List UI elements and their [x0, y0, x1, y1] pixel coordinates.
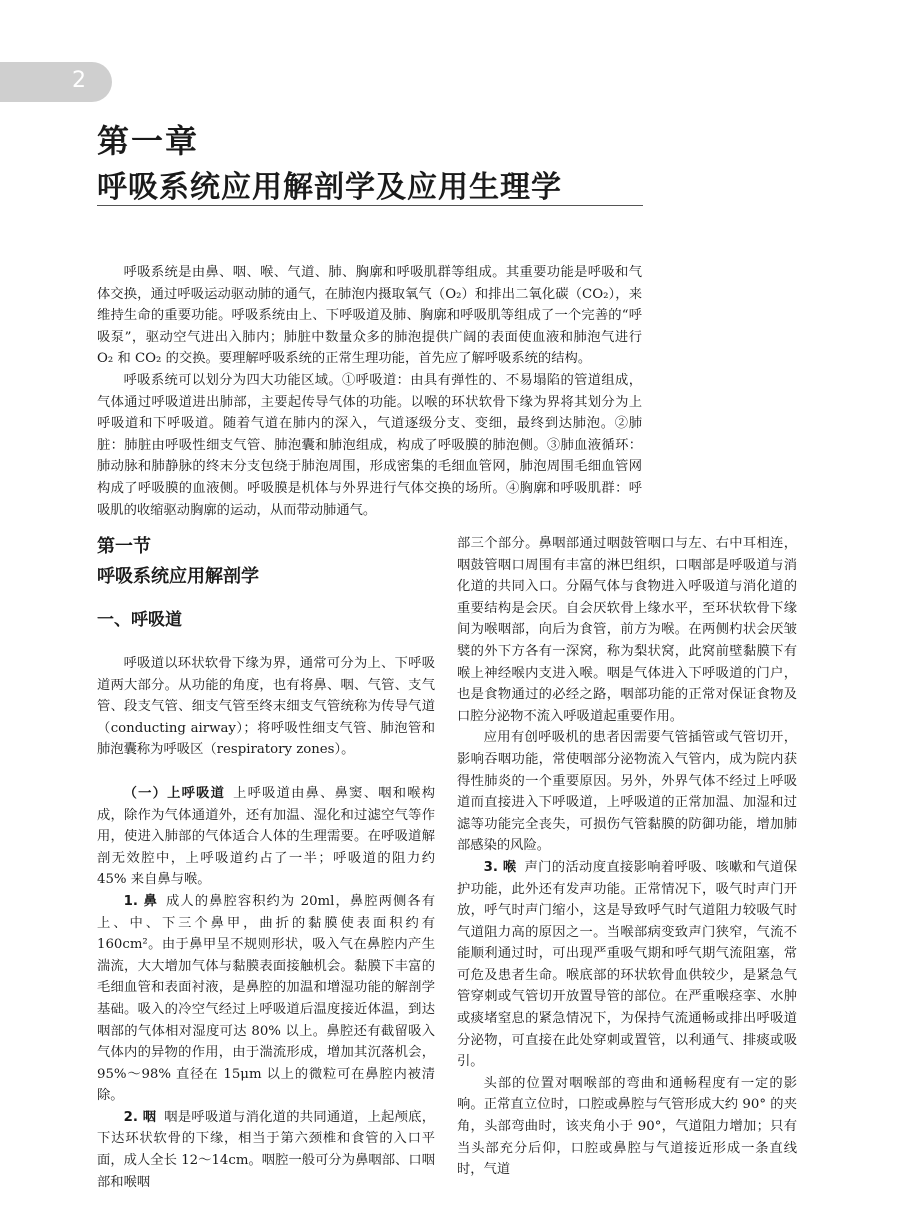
larynx-paragraph [457, 857, 797, 1073]
head-position-paragraph: 头部的位置对咽喉部的弯曲和通畅程度有一定的影响。正常直立位时，口腔或鼻腔与气管形成大约 90° 的夹角，头部弯曲时，该夹角小于 90°，气道阻力增加；只有当头部充分后仰，口腔或鼻腔与气道接近形成一条直线时，气道 [457, 1075, 797, 1178]
chapter-label: 第一章 [97, 122, 200, 160]
larynx-text: 声门的活动度直接影响着呼吸、咳嗽和气道保护功能，此外还有发声功能。正常情况下，吸气时声门开放，呼气时声门缩小，这是导致呼气时气道阻力较吸气时气道阻力高的原因之一。当喉部病变致声门狭窄，气流不能顺利通过时，可出现严重吸气期和呼气期气流阻塞，常可危及患者生命。喉底部的环状软骨血供较少，是紧急气管穿刺或气管切开放置导管的部位。在严重喉痉挛、水肿或痰堵窒息的紧急情况下，为保持气流通畅或排出呼吸道分泌物，可直接在此处穿刺或置管，以利通气、排痰或吸引。 [457, 859, 797, 1070]
section-title: 呼吸系统应用解剖学 [97, 566, 259, 587]
chapter-divider [97, 205, 643, 206]
section-label: 第一节 [97, 536, 151, 557]
ventilator-paragraph: 应用有创呼吸机的患者因需要气管插管或气管切开，影响吞咽功能，常使咽部分泌物流入气管内，成为院内获得性肺炎的一个重要原因。另外，外界气体不经过上呼吸道而直接进入下呼吸道，上呼吸道的正常加温、加湿和过滤等功能完全丧失，可损伤气管黏膜的防御功能，增加肺部感染的风险。 [457, 730, 797, 854]
upper-airway-paragraph [97, 783, 435, 891]
pharynx-paragraph [97, 1107, 435, 1193]
nose-heading: 1. 鼻 [123, 893, 158, 909]
intro-paragraph: 呼吸系统是由鼻、咽、喉、气道、肺、胸廓和呼吸肌群等组成。其重要功能是呼吸和气体交换，通过呼吸运动驱动肺的通气，在肺泡内摄取氧气（O₂）和排出二氧化碳（CO₂），来维持生命的重要功能。呼吸系统由上、下呼吸道及肺、胸廓和呼吸肌等组成了一个完善的“呼吸泵”，驱动空气进出入肺内；肺脏中数量众多的肺泡提供广阔的表面使血液和肺泡气进行 O₂ 和 CO₂ 的交换。要理解呼吸系统的正常生理功能，首先应了解呼吸系统的结构。 [97, 265, 642, 367]
page-number-tab [0, 62, 112, 102]
page-number: 2 [72, 68, 86, 93]
chapter-intro [97, 262, 642, 521]
chapter-title: 呼吸系统应用解剖学及应用生理学 [97, 170, 562, 205]
pharynx-heading: 2. 咽 [123, 1109, 157, 1125]
left-column [97, 534, 435, 1193]
nose-paragraph [97, 891, 435, 1107]
right-column [457, 533, 797, 1181]
respiratory-tract-paragraph: 呼吸道以环状软骨下缘为界，通常可分为上、下呼吸道两大部分。从功能的角度，也有将鼻、咽、气管、支气管、段支气管、细支气管至终末细支气管统称为传导气道（conducting airway）；将呼吸性细支气管、肺泡管和肺泡囊称为呼吸区（respiratory zones）。 [97, 656, 435, 758]
upper-airway-text: 上呼吸道由鼻、鼻窦、咽和喉构成，除作为气体通道外，还有加温、湿化和过滤空气等作用，使进入肺部的气体适合人体的生理需要。在呼吸道解剖无效腔中，上呼吸道约占了一半；呼吸道的阻力约 45% 来自鼻与喉。 [97, 785, 436, 888]
pharynx-text: 咽是呼吸道与消化道的共同通道，上起颅底，下达环状软骨的下缘，相当于第六颈椎和食管的入口平面，成人全长 12～14cm。咽腔一般可分为鼻咽部、口咽部和喉咽 [97, 1109, 435, 1190]
intro-paragraph: 呼吸系统可以划分为四大功能区域。①呼吸道：由具有弹性的、不易塌陷的管道组成，气体通过呼吸道进出肺部，主要起传导气体的功能。以喉的环状软骨下缘为界将其划分为上呼吸道和下呼吸道。随着气道在肺内的深入，气道逐级分支、变细，最终到达肺泡。②肺脏：肺脏由呼吸性细支气管、肺泡囊和肺泡组成，构成了呼吸膜的肺泡侧。③肺血液循环：肺动脉和肺静脉的终末分支包绕于肺泡周围，形成密集的毛细血管网，肺泡周围毛细血管网构成了呼吸膜的血液侧。呼吸膜是机体与外界进行气体交换的场所。④胸廓和呼吸肌群：呼吸肌的收缩驱动胸廓的运动，从而带动肺通气。 [97, 372, 642, 518]
upper-airway-heading: （一）上呼吸道 [123, 785, 226, 801]
pharynx-continued-paragraph: 部三个部分。鼻咽部通过咽鼓管咽口与左、右中耳相连，咽鼓管咽口周围有丰富的淋巴组织，口咽部是呼吸道与消化道的共同入口。分隔气体与食物进入呼吸道与消化道的重要结构是会厌。自会厌软骨上缘水平，至环状软骨下缘间为喉咽部，向后为食管，前方为喉。在两侧杓状会厌皱襞的外下方各有一深窝，称为梨状窝，此窝前壁黏膜下有喉上神经喉内支进入喉。咽是气体进入下呼吸道的门户，也是食物通过的必经之路，咽部功能的正常对保证食物及口腔分泌物不流入呼吸道起重要作用。 [457, 536, 797, 724]
nose-text: 成人的鼻腔容积约为 20ml，鼻腔两侧各有上、中、下三个鼻甲，曲折的黏膜使表面积约有 160cm²。由于鼻甲呈不规则形状，吸入气在鼻腔内产生湍流，大大增加气体与黏膜表面接触机会。黏膜下丰富的毛细血管和表面衬液，是鼻腔的加温和增湿功能的解剖学基础。吸入的冷空气经过上呼吸道后温度接近体温，到达咽部的气体相对湿度可达 80% 以上。鼻腔还有截留吸入气体内的异物的作用，由于湍流形成，增加其沉落机会，95%～98% 直径在 15μm 以上的微粒可在鼻腔内被清除。 [97, 893, 435, 1104]
subsection-title: 一、呼吸道 [97, 610, 182, 630]
larynx-heading: 3. 喉 [483, 859, 517, 875]
